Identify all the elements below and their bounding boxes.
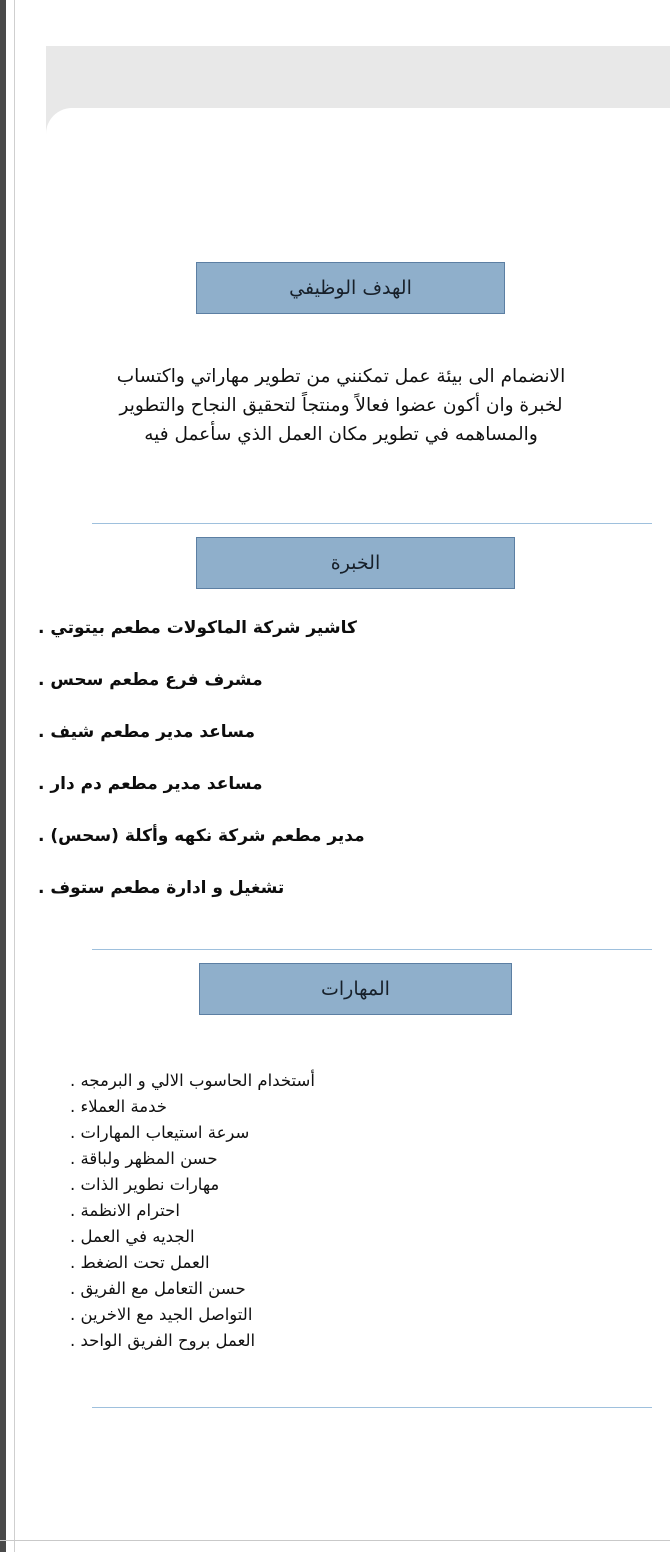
section-divider — [92, 949, 652, 950]
objective-paragraph: الانضمام الى بيئة عمل تمكنني من تطوير مهاراتي واكتساب لخبرة وان أكون عضوا فعالاً ومنتجاً لتحقيق النجاح والتطوير والمساهمه في تطوير مكان العمل الذي سأعمل فيه — [116, 366, 566, 445]
section-divider — [92, 1407, 652, 1408]
list-item: مدير مطعم شركة نكهه وأكلة (سحس) . — [38, 826, 365, 846]
list-item: التواصل الجيد مع الاخرين . — [70, 1305, 253, 1324]
list-item: تشغيل و ادارة مطعم ستوف . — [38, 878, 285, 898]
list-item: كاشير شركة الماكولات مطعم بيتوتي . — [38, 618, 357, 638]
page-bottom-rule — [0, 1540, 670, 1541]
page-edge-shadow — [0, 0, 6, 1552]
list-item: خدمة العملاء . — [70, 1097, 167, 1116]
list-item: العمل بروح الفريق الواحد . — [70, 1331, 256, 1350]
list-item: حسن التعامل مع الفريق . — [70, 1279, 246, 1298]
skills-list — [30, 1068, 630, 1354]
section-heading-experience: الخبرة — [196, 537, 515, 589]
list-item: مهارات نطوير الذات . — [70, 1175, 220, 1194]
page-left-edge — [0, 0, 15, 1552]
list-item: أستخدام الحاسوب الالي و البرمجه . — [70, 1071, 315, 1090]
list-item: مساعد مدير مطعم دم دار . — [38, 774, 263, 794]
list-item: الجديه في العمل . — [70, 1227, 195, 1246]
section-divider — [92, 523, 652, 524]
list-item: مشرف فرع مطعم سحس . — [38, 670, 263, 690]
document-content — [14, 0, 670, 1552]
section-heading-objective: الهدف الوظيفي — [196, 262, 505, 314]
list-item: العمل تحت الضغط . — [70, 1253, 210, 1272]
list-item: احترام الانظمة . — [70, 1201, 180, 1220]
list-item: مساعد مدير مطعم شيف . — [38, 722, 255, 742]
experience-list — [30, 618, 630, 930]
section-heading-skills: المهارات — [199, 963, 512, 1015]
list-item: سرعة استيعاب المهارات . — [70, 1123, 250, 1142]
list-item: حسن المظهر ولباقة . — [70, 1149, 218, 1168]
